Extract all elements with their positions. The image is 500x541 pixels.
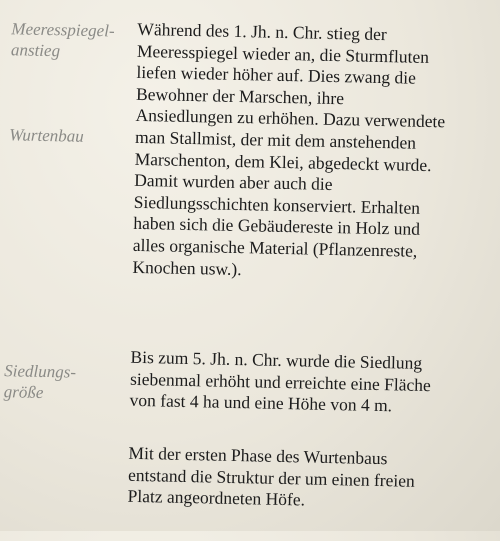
paragraph-line: Marschenton, dem Klei, abgedeckt wurde. bbox=[134, 148, 432, 175]
side-note-line: Wurtenbau bbox=[8, 125, 84, 146]
paragraph-settlement-size bbox=[129, 347, 490, 419]
paragraph-line: Bis zum 5. Jh. n. Chr. wurde die Siedlung bbox=[130, 346, 423, 373]
paragraph-line: man Stallmist, der mit dem anstehenden bbox=[134, 126, 417, 153]
paragraph-line: Während des 1. Jh. n. Chr. stieg der bbox=[137, 18, 387, 45]
side-note-line: größe bbox=[3, 382, 44, 402]
paragraph-line: Mit der ersten Phase des Wurtenbaus bbox=[128, 442, 388, 469]
side-note-line: anstieg bbox=[10, 40, 61, 61]
paragraph-farmstead-structure bbox=[127, 443, 488, 515]
paragraph-line: Siedlungsschichten konserviert. Erhalten bbox=[133, 191, 421, 218]
paragraph-line: Ansiedlungen zu erhöhen. Dazu verwendete bbox=[135, 105, 446, 132]
paragraph-line: haben sich die Gebäudereste in Holz und bbox=[133, 213, 421, 240]
paragraph-line: entstand die Struktur der um einen freien bbox=[127, 464, 415, 491]
side-note-mound-building bbox=[9, 124, 84, 147]
paragraph-line: von fast 4 ha und eine Höhe von 4 m. bbox=[129, 389, 393, 416]
paragraph-line: Knochen usw.). bbox=[132, 256, 242, 279]
side-note-sea-level-rise bbox=[11, 18, 115, 62]
paragraph-line: Meeresspiegel wieder an, die Sturmfluten bbox=[136, 40, 430, 67]
paragraph-line: Platz angeordneten Höfe. bbox=[127, 485, 306, 510]
paragraph-sea-level bbox=[132, 19, 497, 286]
paragraph-line: Damit wurden aber auch die bbox=[134, 170, 333, 195]
side-note-line: Meeresspiegel- bbox=[11, 19, 115, 41]
paragraph-line: Bewohner der Marschen, ihre bbox=[135, 83, 345, 109]
side-note-line: Siedlungs- bbox=[4, 361, 77, 382]
side-note-settlement-size bbox=[4, 360, 77, 403]
paragraph-line: siebenmal erhöht und erreichte eine Fläche bbox=[129, 368, 432, 395]
paragraph-line: liefen wieder höher auf. Dies zwang die bbox=[136, 62, 417, 88]
paragraph-line: alles organische Material (Pflanzenreste, bbox=[132, 234, 418, 261]
